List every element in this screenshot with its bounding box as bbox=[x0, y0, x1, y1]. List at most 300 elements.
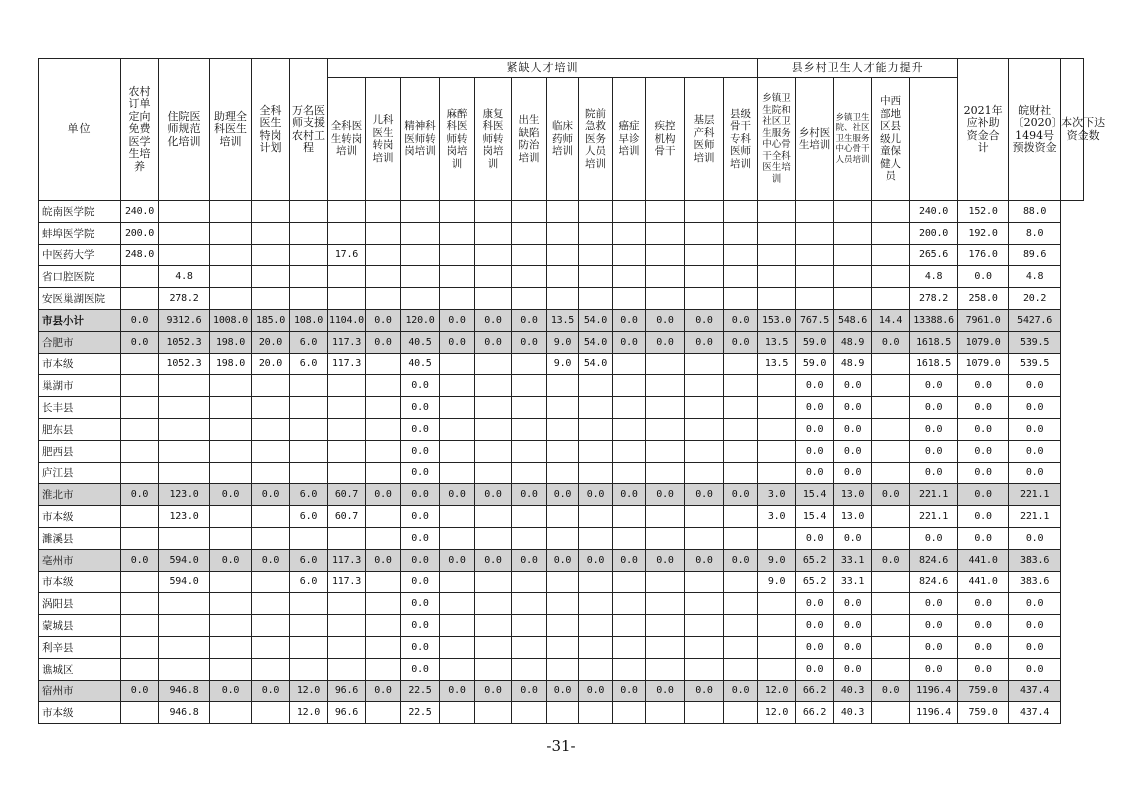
table-cell bbox=[252, 244, 290, 266]
table-cell: 0.0 bbox=[958, 462, 1009, 484]
table-cell bbox=[872, 222, 910, 244]
table-cell: 0.0 bbox=[475, 484, 512, 506]
table-cell: 0.0 bbox=[252, 549, 290, 571]
table-row bbox=[39, 462, 1084, 484]
table-cell bbox=[328, 658, 366, 680]
table-cell: 0.0 bbox=[440, 484, 475, 506]
table-cell bbox=[512, 201, 547, 223]
header-wanming-label: 万名医师支援农村工程 bbox=[292, 103, 325, 154]
table-cell bbox=[547, 418, 579, 440]
table-cell bbox=[440, 288, 475, 310]
header-clin-pharm bbox=[547, 78, 579, 201]
table-cell bbox=[547, 615, 579, 637]
table-cell: 0.0 bbox=[366, 484, 401, 506]
table-cell bbox=[252, 397, 290, 419]
table-cell bbox=[290, 375, 328, 397]
table-cell: 4.8 bbox=[910, 266, 958, 288]
table-cell bbox=[121, 702, 159, 724]
table-cell bbox=[290, 636, 328, 658]
table-cell bbox=[646, 527, 685, 549]
table-cell bbox=[872, 571, 910, 593]
table-cell bbox=[646, 615, 685, 637]
table-cell: 0.0 bbox=[512, 549, 547, 571]
table-cell: 5427.6 bbox=[1009, 309, 1061, 331]
table-cell bbox=[121, 440, 159, 462]
table-cell: 0.0 bbox=[401, 506, 440, 528]
table-cell bbox=[758, 266, 796, 288]
table-cell: 0.0 bbox=[834, 397, 872, 419]
table-cell bbox=[613, 375, 646, 397]
table-cell bbox=[872, 353, 910, 375]
table-cell: 12.0 bbox=[758, 680, 796, 702]
table-cell bbox=[328, 288, 366, 310]
header-free-med-label: 农村订单定向免费医学生培养 bbox=[128, 84, 151, 173]
header-township-gp bbox=[758, 78, 796, 201]
table-cell: 0.0 bbox=[1009, 397, 1061, 419]
table-cell bbox=[758, 658, 796, 680]
table-cell: 0.0 bbox=[796, 593, 834, 615]
table-cell bbox=[724, 636, 758, 658]
table-cell bbox=[210, 658, 252, 680]
table-cell bbox=[366, 288, 401, 310]
table-cell: 4.8 bbox=[1009, 266, 1061, 288]
table-cell: 198.0 bbox=[210, 331, 252, 353]
table-cell bbox=[512, 593, 547, 615]
table-cell: 0.0 bbox=[910, 397, 958, 419]
table-row bbox=[39, 615, 1084, 637]
table-cell bbox=[579, 593, 613, 615]
table-cell: 539.5 bbox=[1009, 331, 1061, 353]
table-cell bbox=[613, 440, 646, 462]
table-cell: 117.3 bbox=[328, 353, 366, 375]
table-cell: 0.0 bbox=[646, 680, 685, 702]
table-cell: 0.0 bbox=[401, 658, 440, 680]
table-cell: 6.0 bbox=[290, 571, 328, 593]
table-cell bbox=[328, 222, 366, 244]
table-cell bbox=[646, 375, 685, 397]
table-cell bbox=[210, 375, 252, 397]
table-cell: 0.0 bbox=[401, 549, 440, 571]
table-cell bbox=[401, 266, 440, 288]
table-cell bbox=[366, 615, 401, 637]
table-cell: 14.4 bbox=[872, 309, 910, 331]
header-group-county: 县乡村卫生人才能力提升 bbox=[758, 59, 958, 78]
table-cell bbox=[290, 440, 328, 462]
table-cell bbox=[646, 266, 685, 288]
table-cell bbox=[724, 244, 758, 266]
table-cell bbox=[872, 418, 910, 440]
table-cell bbox=[724, 288, 758, 310]
table-cell bbox=[440, 266, 475, 288]
table-row bbox=[39, 658, 1084, 680]
table-cell bbox=[834, 288, 872, 310]
table-cell bbox=[872, 702, 910, 724]
table-cell: 0.0 bbox=[872, 484, 910, 506]
table-cell bbox=[872, 636, 910, 658]
table-cell bbox=[290, 462, 328, 484]
table-cell: 0.0 bbox=[958, 615, 1009, 637]
table-cell bbox=[512, 288, 547, 310]
table-row bbox=[39, 527, 1084, 549]
table-cell bbox=[366, 266, 401, 288]
table-cell: 96.6 bbox=[328, 702, 366, 724]
table-cell bbox=[328, 527, 366, 549]
table-cell bbox=[512, 636, 547, 658]
header-disease-ctrl-label: 疾控机构骨干 bbox=[654, 120, 676, 158]
table-cell bbox=[547, 244, 579, 266]
table-cell: 1104.0 bbox=[328, 309, 366, 331]
header-gp-post bbox=[252, 59, 290, 201]
header-county-backbone-label: 县级骨干专科医师培训 bbox=[730, 107, 752, 170]
table-cell: 0.0 bbox=[401, 440, 440, 462]
table-cell bbox=[758, 375, 796, 397]
table-cell bbox=[290, 658, 328, 680]
table-cell: 0.0 bbox=[252, 484, 290, 506]
table-cell: 33.1 bbox=[834, 549, 872, 571]
table-cell bbox=[366, 636, 401, 658]
table-cell bbox=[159, 418, 210, 440]
table-cell bbox=[366, 527, 401, 549]
table-cell: 17.6 bbox=[328, 244, 366, 266]
table-cell bbox=[579, 440, 613, 462]
table-cell: 15.4 bbox=[796, 506, 834, 528]
table-cell bbox=[685, 615, 724, 637]
table-row bbox=[39, 266, 1084, 288]
table-cell bbox=[579, 702, 613, 724]
header-residency bbox=[159, 59, 210, 201]
table-cell: 437.4 bbox=[1009, 680, 1061, 702]
table-cell: 89.6 bbox=[1009, 244, 1061, 266]
table-cell bbox=[646, 353, 685, 375]
table-cell bbox=[579, 375, 613, 397]
table-cell: 1052.3 bbox=[159, 331, 210, 353]
table-cell: 13388.6 bbox=[910, 309, 958, 331]
table-cell: 759.0 bbox=[958, 702, 1009, 724]
table-row bbox=[39, 702, 1084, 724]
table-cell bbox=[440, 418, 475, 440]
table-cell: 0.0 bbox=[685, 549, 724, 571]
table-cell bbox=[328, 397, 366, 419]
table-cell: 1008.0 bbox=[210, 309, 252, 331]
table-cell bbox=[724, 571, 758, 593]
table-cell: 0.0 bbox=[210, 484, 252, 506]
table-cell: 13.5 bbox=[547, 309, 579, 331]
table-cell: 0.0 bbox=[796, 418, 834, 440]
table-cell: 0.0 bbox=[579, 680, 613, 702]
table-cell bbox=[685, 527, 724, 549]
table-cell: 0.0 bbox=[1009, 615, 1061, 637]
table-cell bbox=[121, 506, 159, 528]
table-cell: 0.0 bbox=[958, 527, 1009, 549]
table-cell bbox=[210, 636, 252, 658]
table-cell: 0.0 bbox=[796, 397, 834, 419]
table-cell bbox=[613, 462, 646, 484]
table-cell: 0.0 bbox=[958, 397, 1009, 419]
table-cell bbox=[159, 397, 210, 419]
table-cell bbox=[685, 462, 724, 484]
table-cell bbox=[290, 244, 328, 266]
table-cell bbox=[547, 375, 579, 397]
table-cell bbox=[547, 266, 579, 288]
table-cell: 0.0 bbox=[1009, 375, 1061, 397]
table-cell bbox=[685, 222, 724, 244]
table-cell bbox=[579, 571, 613, 593]
table-cell: 20.0 bbox=[252, 331, 290, 353]
table-cell: 0.0 bbox=[613, 309, 646, 331]
table-cell bbox=[328, 636, 366, 658]
header-group-shortage: 紧缺人才培训 bbox=[328, 59, 758, 78]
table-cell: 9.0 bbox=[758, 549, 796, 571]
table-cell bbox=[252, 658, 290, 680]
table-cell: 4.8 bbox=[159, 266, 210, 288]
table-cell bbox=[547, 593, 579, 615]
subtotal-row bbox=[39, 680, 1084, 702]
table-cell: 0.0 bbox=[910, 375, 958, 397]
table-cell bbox=[724, 222, 758, 244]
table-cell bbox=[366, 201, 401, 223]
header-county-backbone bbox=[724, 78, 758, 201]
table-cell: 40.5 bbox=[401, 331, 440, 353]
table-cell: 13.0 bbox=[834, 484, 872, 506]
table-cell: 0.0 bbox=[646, 331, 685, 353]
header-clin-pharm-label: 临床药师培训 bbox=[552, 120, 573, 158]
table-cell: 248.0 bbox=[121, 244, 159, 266]
table-cell: 594.0 bbox=[159, 549, 210, 571]
table-cell bbox=[210, 440, 252, 462]
table-cell bbox=[724, 353, 758, 375]
table-row bbox=[39, 397, 1084, 419]
row-unit: 中医药大学 bbox=[39, 244, 121, 266]
table-cell bbox=[475, 571, 512, 593]
table-cell bbox=[872, 440, 910, 462]
table-cell bbox=[512, 462, 547, 484]
table-cell bbox=[646, 201, 685, 223]
table-cell: 0.0 bbox=[121, 331, 159, 353]
table-cell bbox=[724, 702, 758, 724]
table-cell: 278.2 bbox=[910, 288, 958, 310]
table-cell bbox=[210, 222, 252, 244]
table-cell bbox=[758, 440, 796, 462]
table-cell bbox=[685, 702, 724, 724]
table-cell: 0.0 bbox=[1009, 593, 1061, 615]
table-cell: 265.6 bbox=[910, 244, 958, 266]
table-cell bbox=[440, 593, 475, 615]
table-cell bbox=[210, 571, 252, 593]
table-cell: 0.0 bbox=[401, 397, 440, 419]
table-cell bbox=[210, 462, 252, 484]
header-wanming bbox=[290, 59, 328, 201]
table-cell: 15.4 bbox=[796, 484, 834, 506]
table-cell: 0.0 bbox=[401, 484, 440, 506]
table-cell: 96.6 bbox=[328, 680, 366, 702]
table-cell bbox=[646, 397, 685, 419]
table-cell: 0.0 bbox=[910, 615, 958, 637]
header-township-gp-label: 乡镇卫生院和社区卫生服务中心骨干全科医生培训 bbox=[762, 93, 791, 185]
table-cell: 0.0 bbox=[210, 549, 252, 571]
table-cell bbox=[724, 397, 758, 419]
table-cell bbox=[872, 506, 910, 528]
table-cell bbox=[290, 615, 328, 637]
table-cell bbox=[210, 615, 252, 637]
table-cell bbox=[724, 506, 758, 528]
table-cell bbox=[210, 527, 252, 549]
table-cell: 0.0 bbox=[121, 484, 159, 506]
table-cell: 152.0 bbox=[958, 201, 1009, 223]
table-cell: 9312.6 bbox=[159, 309, 210, 331]
table-cell bbox=[685, 288, 724, 310]
table-cell bbox=[121, 593, 159, 615]
table-cell bbox=[512, 527, 547, 549]
header-free-med bbox=[121, 59, 159, 201]
table-cell bbox=[290, 527, 328, 549]
row-unit: 省口腔医院 bbox=[39, 266, 121, 288]
table-cell bbox=[440, 201, 475, 223]
table-cell bbox=[579, 658, 613, 680]
table-cell bbox=[613, 222, 646, 244]
table-cell bbox=[290, 418, 328, 440]
table-cell: 60.7 bbox=[328, 506, 366, 528]
table-cell bbox=[121, 571, 159, 593]
table-cell bbox=[252, 593, 290, 615]
table-row bbox=[39, 571, 1084, 593]
table-cell bbox=[475, 636, 512, 658]
table-cell bbox=[724, 418, 758, 440]
table-cell: 258.0 bbox=[958, 288, 1009, 310]
table-cell bbox=[796, 288, 834, 310]
table-cell bbox=[159, 658, 210, 680]
table-cell: 0.0 bbox=[724, 549, 758, 571]
row-unit: 巢湖市 bbox=[39, 375, 121, 397]
table-cell: 13.5 bbox=[758, 353, 796, 375]
table-cell bbox=[159, 593, 210, 615]
table-body bbox=[39, 201, 1084, 724]
table-cell: 0.0 bbox=[796, 636, 834, 658]
header-this bbox=[1061, 59, 1106, 201]
table-cell bbox=[685, 593, 724, 615]
table-cell bbox=[758, 615, 796, 637]
table-cell: 0.0 bbox=[366, 680, 401, 702]
table-cell bbox=[475, 418, 512, 440]
table-cell bbox=[121, 636, 159, 658]
table-cell bbox=[579, 397, 613, 419]
table-cell: 0.0 bbox=[613, 331, 646, 353]
table-cell bbox=[366, 440, 401, 462]
table-cell bbox=[613, 244, 646, 266]
table-cell bbox=[758, 222, 796, 244]
table-cell: 1079.0 bbox=[958, 353, 1009, 375]
table-cell: 123.0 bbox=[159, 484, 210, 506]
row-unit: 宿州市 bbox=[39, 680, 121, 702]
row-unit: 市本级 bbox=[39, 702, 121, 724]
header-prehosp bbox=[579, 78, 613, 201]
table-cell: 54.0 bbox=[579, 331, 613, 353]
table-cell: 6.0 bbox=[290, 331, 328, 353]
row-unit: 涡阳县 bbox=[39, 593, 121, 615]
table-cell: 40.3 bbox=[834, 680, 872, 702]
table-cell bbox=[328, 201, 366, 223]
table-cell bbox=[796, 222, 834, 244]
table-cell: 0.0 bbox=[401, 615, 440, 637]
table-cell: 0.0 bbox=[958, 658, 1009, 680]
header-cancer-label: 癌症早诊培训 bbox=[618, 120, 640, 158]
table-cell bbox=[252, 571, 290, 593]
table-cell bbox=[328, 462, 366, 484]
table-cell bbox=[401, 288, 440, 310]
table-cell: 108.0 bbox=[290, 309, 328, 331]
table-cell bbox=[366, 658, 401, 680]
page-number: -31- bbox=[546, 737, 576, 755]
table-cell bbox=[646, 440, 685, 462]
header-gp-transfer-label: 全科医生转岗培训 bbox=[330, 120, 363, 158]
table-cell: 6.0 bbox=[290, 506, 328, 528]
table-cell bbox=[646, 571, 685, 593]
table-cell bbox=[440, 506, 475, 528]
table-cell: 0.0 bbox=[1009, 462, 1061, 484]
table-cell bbox=[547, 397, 579, 419]
table-cell bbox=[440, 571, 475, 593]
table-cell: 0.0 bbox=[512, 309, 547, 331]
table-cell: 759.0 bbox=[958, 680, 1009, 702]
table-row bbox=[39, 593, 1084, 615]
table-cell bbox=[440, 527, 475, 549]
row-unit: 肥东县 bbox=[39, 418, 121, 440]
table-cell: 0.0 bbox=[910, 593, 958, 615]
table-cell bbox=[796, 244, 834, 266]
table-cell bbox=[121, 658, 159, 680]
table-cell bbox=[159, 222, 210, 244]
table-cell: 0.0 bbox=[724, 331, 758, 353]
table-cell: 198.0 bbox=[210, 353, 252, 375]
table-cell bbox=[440, 462, 475, 484]
table-cell: 54.0 bbox=[579, 353, 613, 375]
table-row bbox=[39, 375, 1084, 397]
table-cell bbox=[210, 506, 252, 528]
table-cell: 221.1 bbox=[910, 484, 958, 506]
table-cell: 0.0 bbox=[440, 331, 475, 353]
table-cell bbox=[872, 527, 910, 549]
header-assistant bbox=[210, 59, 252, 201]
table-cell bbox=[724, 440, 758, 462]
table-cell: 0.0 bbox=[685, 309, 724, 331]
table-cell bbox=[685, 266, 724, 288]
table-cell bbox=[613, 636, 646, 658]
table-cell: 0.0 bbox=[512, 484, 547, 506]
table-cell bbox=[159, 375, 210, 397]
table-cell bbox=[252, 636, 290, 658]
table-cell: 0.0 bbox=[834, 462, 872, 484]
header-child-health bbox=[872, 78, 910, 201]
table-cell bbox=[872, 375, 910, 397]
table-cell bbox=[547, 702, 579, 724]
table-cell bbox=[685, 244, 724, 266]
table-cell bbox=[475, 375, 512, 397]
table-cell bbox=[613, 702, 646, 724]
table-cell: 12.0 bbox=[758, 702, 796, 724]
table-cell bbox=[210, 593, 252, 615]
table-cell bbox=[475, 353, 512, 375]
table-cell bbox=[440, 702, 475, 724]
table-cell: 0.0 bbox=[796, 527, 834, 549]
table-cell: 0.0 bbox=[440, 549, 475, 571]
table-cell bbox=[440, 397, 475, 419]
table-cell: 9.0 bbox=[547, 331, 579, 353]
table-cell bbox=[834, 222, 872, 244]
table-cell: 48.9 bbox=[834, 331, 872, 353]
header-gp-post-label: 全科医生特岗计划 bbox=[259, 103, 282, 154]
table-cell: 3.0 bbox=[758, 484, 796, 506]
table-cell bbox=[366, 571, 401, 593]
table-cell: 65.2 bbox=[796, 549, 834, 571]
